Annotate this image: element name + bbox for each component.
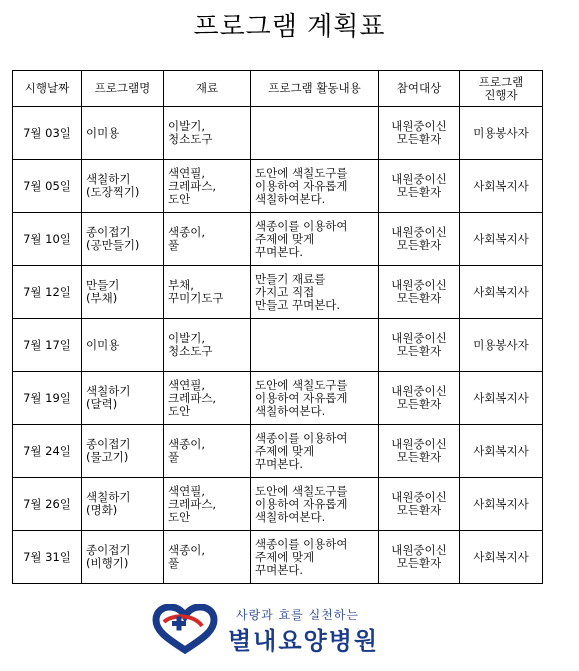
cell-program xyxy=(82,319,164,372)
cell-staff xyxy=(460,160,543,213)
cell-staff-text: 사회복지사 xyxy=(473,231,529,246)
cell-target xyxy=(379,478,460,531)
header-program: 프로그램명 xyxy=(82,71,164,107)
cell-materials xyxy=(164,266,251,319)
cell-program xyxy=(82,531,164,584)
cell-program-text: 종이접기 (비행기) xyxy=(86,543,131,570)
cell-date xyxy=(13,478,82,531)
table-row xyxy=(13,425,543,478)
cell-content-text: 도안에 색칠도구를 이용하여 자유롭게 색칠하여본다. xyxy=(255,165,348,206)
table-row xyxy=(13,319,543,372)
cell-target-text: 내원중이신 모든환자 xyxy=(391,437,447,464)
cell-materials-text: 이발기, 청소도구 xyxy=(168,119,213,146)
cell-program-text: 색칠하기 (명화) xyxy=(86,490,131,517)
table-row xyxy=(13,213,543,266)
cell-program-text: 이미용 xyxy=(86,125,120,140)
cell-content-text: 색종이를 이용하여 주제에 맞게 꾸며본다. xyxy=(255,430,348,471)
cell-staff-text: 사회복지사 xyxy=(473,443,529,458)
cell-date-text: 7월 19일 xyxy=(23,390,71,405)
cell-date xyxy=(13,425,82,478)
cell-date xyxy=(13,531,82,584)
cell-target xyxy=(379,266,460,319)
cell-content xyxy=(251,213,379,266)
cell-program xyxy=(82,372,164,425)
cell-materials-text: 부채, 꾸미기도구 xyxy=(168,278,224,305)
cell-date xyxy=(13,107,82,160)
cell-materials xyxy=(164,213,251,266)
cell-target xyxy=(379,213,460,266)
cell-target xyxy=(379,531,460,584)
cell-staff xyxy=(460,319,543,372)
cell-staff-text: 사회복지사 xyxy=(473,178,529,193)
cell-materials-text: 색연필, 크레파스, 도안 xyxy=(168,483,217,524)
cell-target-text: 내원중이신 모든환자 xyxy=(391,490,447,517)
header-date: 시행날짜 xyxy=(13,71,82,107)
cell-target xyxy=(379,372,460,425)
cell-materials-text: 색종이, 풀 xyxy=(168,225,205,252)
cell-program-text: 종이접기 (공만들기) xyxy=(86,225,140,252)
cell-date xyxy=(13,372,82,425)
cell-content-text: 도안에 색칠도구를 이용하여 자유롭게 색칠하여본다. xyxy=(255,483,348,524)
cell-date xyxy=(13,266,82,319)
cell-date-text: 7월 12일 xyxy=(23,284,71,299)
cell-staff xyxy=(460,531,543,584)
program-schedule-table xyxy=(12,70,543,584)
cell-program-text: 이미용 xyxy=(86,337,120,352)
cell-target-text: 내원중이신 모든환자 xyxy=(391,543,447,570)
cell-target-text: 내원중이신 모든환자 xyxy=(391,278,447,305)
cell-date-text: 7월 31일 xyxy=(23,549,71,564)
cell-materials-text: 이발기, 청소도구 xyxy=(168,331,213,358)
cell-materials xyxy=(164,319,251,372)
hospital-heart-cross-icon xyxy=(150,604,220,654)
cell-content xyxy=(251,425,379,478)
cell-date-text: 7월 10일 xyxy=(23,231,71,246)
cell-content xyxy=(251,372,379,425)
cell-staff xyxy=(460,266,543,319)
page-title: 프로그램 계획표 xyxy=(193,12,386,42)
cell-date xyxy=(13,213,82,266)
cell-program xyxy=(82,107,164,160)
cell-materials xyxy=(164,531,251,584)
cell-content xyxy=(251,107,379,160)
table-row xyxy=(13,107,543,160)
cell-staff-text: 사회복지사 xyxy=(473,284,529,299)
cell-content-text: 만들기 재료를 가지고 직접 만들고 꾸며본다. xyxy=(255,271,341,312)
cell-target xyxy=(379,319,460,372)
table-row xyxy=(13,266,543,319)
table-header-row xyxy=(13,71,543,107)
cell-target-text: 내원중이신 모든환자 xyxy=(391,119,447,146)
table-row xyxy=(13,160,543,213)
cell-target xyxy=(379,425,460,478)
cell-target-text: 내원중이신 모든환자 xyxy=(391,384,447,411)
cell-staff-text: 미용봉사자 xyxy=(473,125,529,140)
cell-date-text: 7월 17일 xyxy=(23,337,71,352)
cell-staff xyxy=(460,107,543,160)
table-row xyxy=(13,372,543,425)
cell-program xyxy=(82,160,164,213)
cell-content xyxy=(251,160,379,213)
cell-program-text: 색칠하기 (달력) xyxy=(86,384,131,411)
cell-target-text: 내원중이신 모든환자 xyxy=(391,331,447,358)
cell-content-text: 색종이를 이용하여 주제에 맞게 꾸며본다. xyxy=(255,536,348,577)
cell-program xyxy=(82,213,164,266)
cell-content-text: 색종이를 이용하여 주제에 맞게 꾸며본다. xyxy=(255,218,348,259)
cell-materials xyxy=(164,425,251,478)
header-target: 참여대상 xyxy=(379,71,460,107)
cell-content xyxy=(251,266,379,319)
cell-date xyxy=(13,319,82,372)
cell-materials xyxy=(164,372,251,425)
cell-materials xyxy=(164,107,251,160)
cell-content xyxy=(251,478,379,531)
cell-date xyxy=(13,160,82,213)
cell-content xyxy=(251,319,379,372)
cell-staff xyxy=(460,213,543,266)
cell-staff-text: 미용봉사자 xyxy=(473,337,529,352)
cell-target xyxy=(379,160,460,213)
cell-program-text: 색칠하기 (도장찍기) xyxy=(86,172,140,199)
header-staff-label: 프로그램 진행자 xyxy=(478,74,524,102)
header-materials: 재료 xyxy=(164,71,251,107)
cell-program-text: 만들기 (부채) xyxy=(86,278,120,305)
table-row xyxy=(13,531,543,584)
cell-date-text: 7월 03일 xyxy=(23,125,71,140)
cell-date-text: 7월 26일 xyxy=(23,496,71,511)
cell-target-text: 내원중이신 모든환자 xyxy=(391,225,447,252)
cell-staff xyxy=(460,478,543,531)
header-content: 프로그램 활동내용 xyxy=(251,71,379,107)
cell-program xyxy=(82,478,164,531)
cell-program-text: 종이접기 (물고기) xyxy=(86,437,131,464)
cell-materials xyxy=(164,478,251,531)
cell-program xyxy=(82,266,164,319)
table-row xyxy=(13,478,543,531)
cell-materials-text: 색종이, 풀 xyxy=(168,437,205,464)
cell-program xyxy=(82,425,164,478)
hospital-name: 별내요양병원 xyxy=(228,627,380,655)
header-staff xyxy=(460,71,543,107)
cell-materials-text: 색종이, 풀 xyxy=(168,543,205,570)
cell-staff-text: 사회복지사 xyxy=(473,549,529,564)
hospital-slogan: 사랑과 효를 실천하는 xyxy=(236,608,359,622)
cell-materials-text: 색연필, 크레파스, 도안 xyxy=(168,165,217,206)
cell-target-text: 내원중이신 모든환자 xyxy=(391,172,447,199)
cell-materials-text: 색연필, 크레파스, 도안 xyxy=(168,377,217,418)
cell-materials xyxy=(164,160,251,213)
cell-staff xyxy=(460,425,543,478)
cell-staff-text: 사회복지사 xyxy=(473,390,529,405)
cell-content xyxy=(251,531,379,584)
hospital-logo xyxy=(150,604,450,654)
cell-staff xyxy=(460,372,543,425)
cell-staff-text: 사회복지사 xyxy=(473,496,529,511)
cell-content-text: 도안에 색칠도구를 이용하여 자유롭게 색칠하여본다. xyxy=(255,377,348,418)
cell-date-text: 7월 05일 xyxy=(23,178,71,193)
cell-date-text: 7월 24일 xyxy=(23,443,71,458)
cell-target xyxy=(379,107,460,160)
